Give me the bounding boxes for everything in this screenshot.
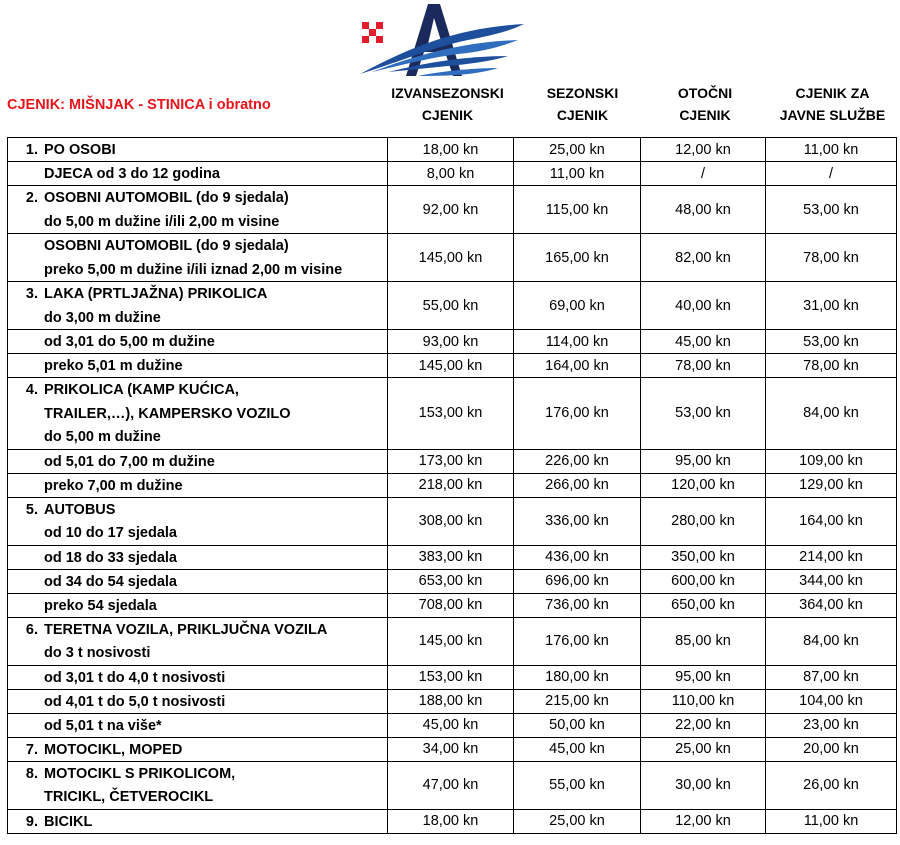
category-line: [8, 330, 387, 353]
category-line: [8, 210, 387, 234]
price-cell: 30,00 kn: [641, 761, 766, 809]
category-line: [8, 354, 387, 377]
category-line: [8, 690, 387, 713]
category-label: PRIKOLICA (KAMP KUĆICA,: [44, 382, 239, 398]
price-cell: 53,00 kn: [766, 186, 897, 234]
price-cell: 129,00 kn: [766, 473, 897, 497]
category-line: [8, 641, 387, 665]
price-cell: 85,00 kn: [641, 617, 766, 665]
category-line: [8, 810, 387, 833]
price-cell: 25,00 kn: [514, 809, 641, 833]
price-cell: 22,00 kn: [641, 713, 766, 737]
category-number: 6.: [25, 621, 38, 638]
vehicle-category-cell: [8, 665, 388, 689]
category-line: [8, 258, 387, 282]
table-row: [8, 473, 897, 497]
category-number: 7.: [25, 741, 38, 758]
category-label: do 3 t nosivosti: [44, 645, 151, 661]
price-cell: 78,00 kn: [766, 234, 897, 282]
category-label: TRICIKL, ČETVEROCIKL: [44, 789, 214, 805]
category-line: [8, 666, 387, 689]
table-row: [8, 569, 897, 593]
column-header-off-season: [380, 82, 515, 126]
column-header-line: CJENIK ZA: [795, 85, 870, 101]
price-cell: 45,00 kn: [641, 330, 766, 354]
table-row: [8, 617, 897, 665]
category-label: od 4,01 t do 5,0 t nosivosti: [44, 693, 226, 710]
table-row: [8, 665, 897, 689]
category-label: OSOBNI AUTOMOBIL (do 9 sjedala): [44, 238, 289, 254]
category-line: [8, 162, 387, 185]
price-cell: 145,00 kn: [388, 617, 514, 665]
column-header-line: IZVANSEZONSKI: [391, 85, 504, 101]
price-cell: 650,00 kn: [641, 593, 766, 617]
category-label: TERETNA VOZILA, PRIKLJUČNA VOZILA: [44, 621, 328, 638]
price-cell: 11,00 kn: [514, 162, 641, 186]
column-header-line: CJENIK: [679, 107, 731, 123]
price-cell: 53,00 kn: [766, 330, 897, 354]
vehicle-category-cell: [8, 162, 388, 186]
price-cell: 84,00 kn: [766, 378, 897, 450]
price-cell: 20,00 kn: [766, 737, 897, 761]
category-line: [8, 785, 387, 809]
price-cell: 188,00 kn: [388, 689, 514, 713]
table-row: [8, 234, 897, 282]
table-row: [8, 809, 897, 833]
vehicle-category-cell: [8, 282, 388, 330]
vehicle-category-cell: [8, 330, 388, 354]
category-line: [8, 282, 387, 306]
table-row: [8, 162, 897, 186]
category-number: 4.: [25, 382, 38, 398]
price-cell: 12,00 kn: [641, 138, 766, 162]
category-line: [8, 618, 387, 642]
price-cell: /: [641, 162, 766, 186]
category-line: [8, 762, 387, 786]
category-line: [8, 474, 387, 497]
price-cell: 145,00 kn: [388, 354, 514, 378]
category-label: AUTOBUS: [44, 501, 116, 518]
price-cell: 50,00 kn: [514, 713, 641, 737]
category-number: 8.: [25, 765, 38, 782]
vehicle-category-cell: [8, 545, 388, 569]
price-cell: 84,00 kn: [766, 617, 897, 665]
table-row: [8, 282, 897, 330]
price-cell: 109,00 kn: [766, 449, 897, 473]
vehicle-category-cell: [8, 569, 388, 593]
category-label: do 5,00 m dužine i/ili 2,00 m visine: [44, 213, 280, 230]
category-number: 9.: [25, 813, 38, 830]
company-logo-icon: [358, 2, 526, 80]
category-label: preko 5,01 m dužine: [44, 358, 183, 374]
category-label: od 18 do 33 sjedala: [44, 549, 177, 566]
category-label: od 34 do 54 sjedala: [44, 573, 177, 590]
price-table: [7, 137, 897, 834]
price-cell: 164,00 kn: [766, 497, 897, 545]
vehicle-category-cell: [8, 186, 388, 234]
column-header-line: CJENIK: [421, 107, 474, 123]
vehicle-category-cell: [8, 713, 388, 737]
table-row: [8, 497, 897, 545]
price-cell: 308,00 kn: [388, 497, 514, 545]
column-header-line: JAVNE SLUŽBE: [779, 107, 886, 123]
price-cell: 23,00 kn: [766, 713, 897, 737]
price-cell: 87,00 kn: [766, 665, 897, 689]
category-line: [8, 306, 387, 330]
price-cell: 350,00 kn: [641, 545, 766, 569]
price-cell: 31,00 kn: [766, 282, 897, 330]
price-cell: 25,00 kn: [514, 138, 641, 162]
column-header-line: OTOČNI: [677, 85, 733, 101]
price-cell: 336,00 kn: [514, 497, 641, 545]
price-cell: 215,00 kn: [514, 689, 641, 713]
category-line: [8, 714, 387, 737]
category-number: 5.: [25, 501, 38, 518]
price-cell: 114,00 kn: [514, 330, 641, 354]
table-row: [8, 354, 897, 378]
category-line: [8, 546, 387, 569]
price-cell: 344,00 kn: [766, 569, 897, 593]
category-line: [8, 498, 387, 522]
table-row: [8, 713, 897, 737]
category-label: od 3,01 t do 4,0 t nosivosti: [44, 669, 226, 686]
category-label: BICIKL: [44, 813, 93, 830]
price-cell: 708,00 kn: [388, 593, 514, 617]
category-label: DJECA od 3 do 12 godina: [44, 166, 220, 182]
price-cell: 8,00 kn: [388, 162, 514, 186]
category-label: LAKA (PRTLJAŽNA) PRIKOLICA: [44, 286, 268, 302]
price-cell: 653,00 kn: [388, 569, 514, 593]
table-row: [8, 761, 897, 809]
category-line: [8, 425, 387, 449]
category-line: [8, 521, 387, 545]
price-cell: 214,00 kn: [766, 545, 897, 569]
price-cell: 115,00 kn: [514, 186, 641, 234]
category-line: [8, 402, 387, 426]
price-cell: 180,00 kn: [514, 665, 641, 689]
price-cell: 11,00 kn: [766, 809, 897, 833]
price-cell: 95,00 kn: [641, 449, 766, 473]
price-cell: 92,00 kn: [388, 186, 514, 234]
price-cell: 436,00 kn: [514, 545, 641, 569]
category-label: od 10 do 17 sjedala: [44, 525, 177, 541]
category-label: preko 54 sjedala: [44, 597, 157, 614]
category-line: [8, 738, 387, 761]
price-cell: 164,00 kn: [514, 354, 641, 378]
price-cell: /: [766, 162, 897, 186]
price-cell: 110,00 kn: [641, 689, 766, 713]
price-cell: 45,00 kn: [514, 737, 641, 761]
table-row: [8, 449, 897, 473]
category-label: od 5,01 t na više*: [44, 717, 162, 734]
price-cell: 78,00 kn: [641, 354, 766, 378]
vehicle-category-cell: [8, 809, 388, 833]
price-cell: 226,00 kn: [514, 449, 641, 473]
category-label: od 5,01 do 7,00 m dužine: [44, 453, 215, 470]
price-cell: 40,00 kn: [641, 282, 766, 330]
price-cell: 26,00 kn: [766, 761, 897, 809]
vehicle-category-cell: [8, 617, 388, 665]
category-label: TRAILER,…), KAMPERSKO VOZILO: [44, 405, 291, 422]
category-number: 3.: [25, 286, 38, 302]
column-header-line: SEZONSKI: [546, 85, 619, 101]
price-cell: 55,00 kn: [388, 282, 514, 330]
vehicle-category-cell: [8, 593, 388, 617]
category-label: OSOBNI AUTOMOBIL (do 9 sjedala): [44, 190, 289, 206]
table-row: [8, 689, 897, 713]
category-label: od 3,01 do 5,00 m dužine: [44, 334, 215, 350]
vehicle-category-cell: [8, 234, 388, 282]
price-cell: 364,00 kn: [766, 593, 897, 617]
price-cell: 383,00 kn: [388, 545, 514, 569]
price-cell: 55,00 kn: [514, 761, 641, 809]
price-cell: 173,00 kn: [388, 449, 514, 473]
price-cell: 12,00 kn: [641, 809, 766, 833]
price-cell: 53,00 kn: [641, 378, 766, 450]
price-cell: 176,00 kn: [514, 617, 641, 665]
price-cell: 145,00 kn: [388, 234, 514, 282]
column-header-seasonal: [515, 82, 650, 126]
category-label: preko 7,00 m dužine: [44, 477, 183, 494]
price-cell: 736,00 kn: [514, 593, 641, 617]
price-cell: 82,00 kn: [641, 234, 766, 282]
price-cell: 153,00 kn: [388, 378, 514, 450]
vehicle-category-cell: [8, 378, 388, 450]
category-line: [8, 234, 387, 258]
price-cell: 176,00 kn: [514, 378, 641, 450]
price-cell: 11,00 kn: [766, 138, 897, 162]
price-cell: 153,00 kn: [388, 665, 514, 689]
category-line: [8, 186, 387, 210]
vehicle-category-cell: [8, 449, 388, 473]
category-label: MOTOCIKL S PRIKOLICOM,: [44, 765, 236, 782]
column-header-island: [645, 82, 765, 126]
price-cell: 34,00 kn: [388, 737, 514, 761]
price-cell: 18,00 kn: [388, 809, 514, 833]
category-line: [8, 450, 387, 473]
price-cell: 165,00 kn: [514, 234, 641, 282]
category-label: PO OSOBI: [44, 142, 116, 158]
table-row: [8, 330, 897, 354]
price-cell: 104,00 kn: [766, 689, 897, 713]
table-row: [8, 593, 897, 617]
price-cell: 218,00 kn: [388, 473, 514, 497]
price-cell: 69,00 kn: [514, 282, 641, 330]
vehicle-category-cell: [8, 138, 388, 162]
column-header-public-services: [765, 82, 900, 126]
column-header-line: CJENIK: [556, 107, 609, 123]
category-number: 1.: [25, 142, 38, 158]
price-cell: 47,00 kn: [388, 761, 514, 809]
category-label: MOTOCIKL, MOPED: [44, 741, 183, 758]
vehicle-category-cell: [8, 689, 388, 713]
price-cell: 95,00 kn: [641, 665, 766, 689]
category-line: [8, 138, 387, 161]
category-line: [8, 594, 387, 617]
category-label: do 3,00 m dužine: [44, 309, 161, 326]
price-cell: 18,00 kn: [388, 138, 514, 162]
category-label: preko 5,00 m dužine i/ili iznad 2,00 m visine: [44, 261, 343, 278]
price-cell: 48,00 kn: [641, 186, 766, 234]
category-number: 2.: [25, 190, 38, 206]
vehicle-category-cell: [8, 737, 388, 761]
price-cell: 93,00 kn: [388, 330, 514, 354]
vehicle-category-cell: [8, 497, 388, 545]
category-line: [8, 570, 387, 593]
table-row: [8, 545, 897, 569]
vehicle-category-cell: [8, 473, 388, 497]
category-line: [8, 378, 387, 402]
price-cell: 45,00 kn: [388, 713, 514, 737]
vehicle-category-cell: [8, 354, 388, 378]
price-cell: 25,00 kn: [641, 737, 766, 761]
price-list-title: CJENIK: MIŠNJAK - STINICA i obratno: [7, 97, 271, 113]
price-cell: 280,00 kn: [641, 497, 766, 545]
table-row: [8, 186, 897, 234]
price-cell: 600,00 kn: [641, 569, 766, 593]
table-row: [8, 737, 897, 761]
price-cell: 120,00 kn: [641, 473, 766, 497]
table-row: [8, 138, 897, 162]
price-cell: 78,00 kn: [766, 354, 897, 378]
vehicle-category-cell: [8, 761, 388, 809]
price-cell: 696,00 kn: [514, 569, 641, 593]
price-cell: 266,00 kn: [514, 473, 641, 497]
category-label: do 5,00 m dužine: [44, 429, 161, 445]
table-row: [8, 378, 897, 450]
